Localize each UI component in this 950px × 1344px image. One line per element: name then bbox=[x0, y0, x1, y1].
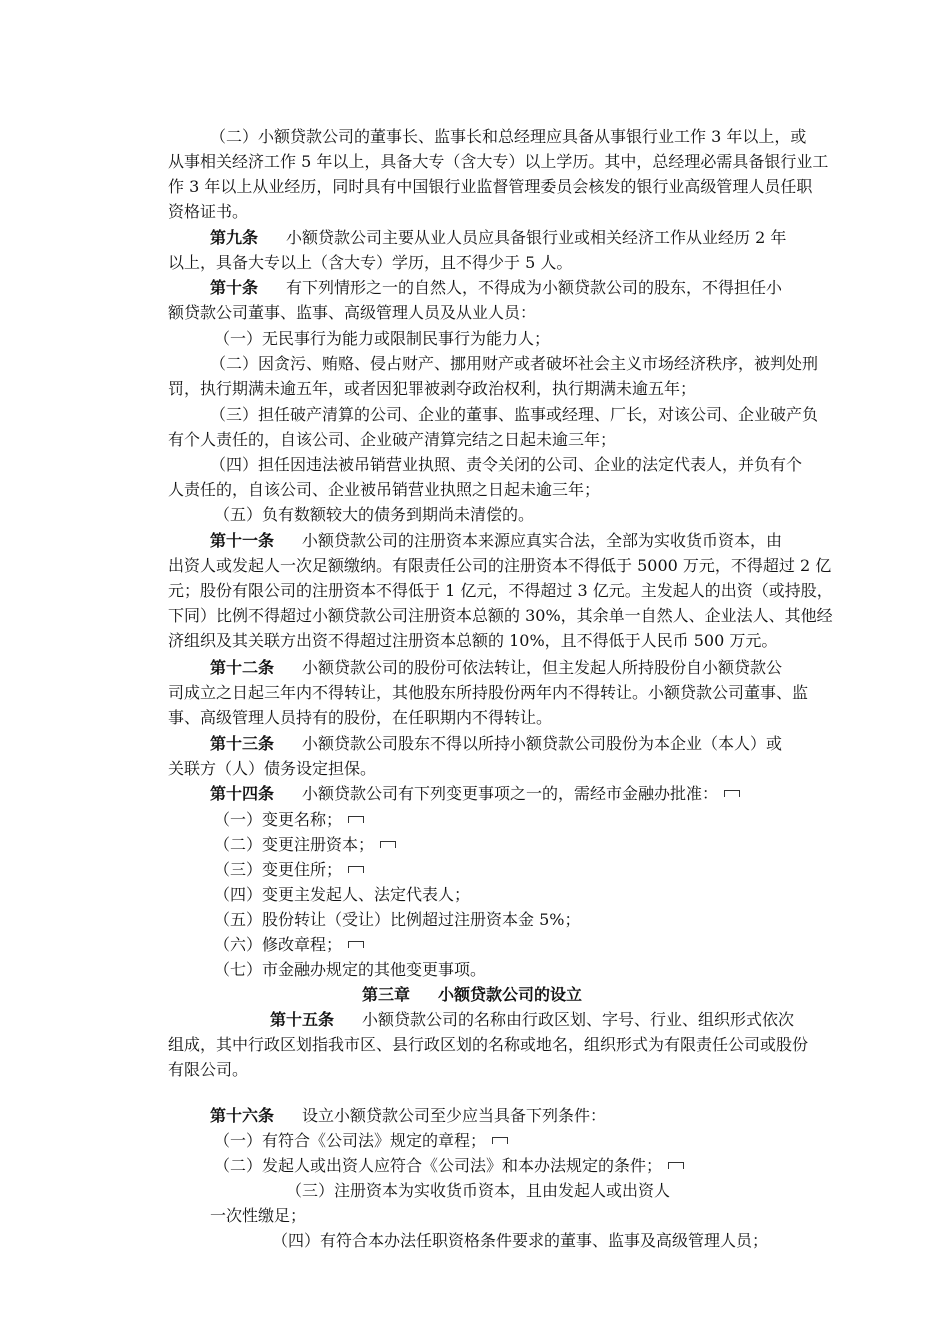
line-text: 罚，执行期满未逾五年，或者因犯罪被剥夺政治权利，执行期满未逾五年； bbox=[168, 379, 697, 398]
article-number: 第十一条 bbox=[210, 531, 275, 550]
paragraph-mark-icon bbox=[348, 866, 364, 873]
text-line bbox=[168, 681, 808, 705]
line-text: 一次性缴足； bbox=[210, 1206, 307, 1225]
article-paragraph-line bbox=[210, 732, 782, 756]
article-paragraph-line bbox=[210, 529, 782, 553]
line-text: 小额贷款公司的设立 bbox=[438, 985, 583, 1004]
paragraph-mark-icon bbox=[492, 1137, 508, 1144]
text-line bbox=[214, 327, 550, 351]
line-text: 小额贷款公司主要从业人员应具备银行业或相关经济工作从业经历 2 年 bbox=[286, 228, 787, 247]
text-line bbox=[168, 579, 833, 603]
line-text: 小额贷款公司的股份可依法转让，但主发起人所持股份自小额贷款公 bbox=[302, 658, 783, 677]
line-text: （四）有符合本办法任职资格条件要求的董事、监事及高级管理人员； bbox=[272, 1231, 769, 1250]
line-text: 关联方（人）债务设定担保。 bbox=[168, 759, 377, 778]
line-text: （三）变更住所； bbox=[214, 860, 343, 879]
text-line bbox=[210, 352, 818, 376]
text-line bbox=[210, 403, 818, 427]
line-text: （三）注册资本为实收货币资本，且由发起人或出资人 bbox=[286, 1181, 671, 1200]
text-line bbox=[168, 377, 696, 401]
line-text: （二）因贪污、贿赂、侵占财产、挪用财产或者破坏社会主义市场经济秩序，被判处刑 bbox=[210, 354, 819, 373]
text-line bbox=[214, 858, 364, 882]
line-text: 元；股份有限公司的注册资本不得低于 1 亿元，不得超过 3 亿元。主发起人的出资（或持股， bbox=[168, 581, 833, 600]
line-text: 济组织及其关联方出资不得超过注册资本总额的 10%，且不得低于人民币 500 万元。 bbox=[168, 631, 778, 650]
line-text: 出资人或发起人一次足额缴纳。有限责任公司的注册资本不得低于 5000 万元，不得超过 2 亿 bbox=[168, 556, 832, 575]
line-text: （二）发起人或出资人应符合《公司法》和本办法规定的条件； bbox=[214, 1156, 663, 1175]
paragraph-mark-icon bbox=[380, 841, 396, 848]
text-line bbox=[168, 706, 552, 730]
line-text: 小额贷款公司的名称由行政区划、字号、行业、组织形式依次 bbox=[362, 1010, 795, 1029]
text-line bbox=[168, 200, 248, 224]
text-line bbox=[214, 958, 486, 982]
line-text: 人责任的，自该公司、企业被吊销营业执照之日起未逾三年； bbox=[168, 480, 601, 499]
text-line bbox=[214, 908, 580, 932]
text-line bbox=[214, 883, 470, 907]
text-line bbox=[214, 933, 364, 957]
line-text: 作 3 年以上从业经历，同时具有中国银行业监督管理委员会核发的银行业高级管理人员任职 bbox=[168, 177, 813, 196]
article-paragraph-line bbox=[210, 276, 782, 300]
line-text: （一）有符合《公司法》规定的章程； bbox=[214, 1131, 487, 1150]
line-text: 小额贷款公司股东不得以所持小额贷款公司股份为本企业（本人）或 bbox=[302, 734, 783, 753]
article-paragraph-line bbox=[210, 1104, 606, 1128]
text-line bbox=[168, 1058, 248, 1082]
article-number: 第十条 bbox=[210, 278, 259, 297]
text-line bbox=[214, 503, 534, 527]
line-text: （四）担任因违法被吊销营业执照、责令关闭的公司、企业的法定代表人，并负有个 bbox=[210, 455, 803, 474]
article-paragraph-line bbox=[210, 226, 786, 250]
line-text: 以上，具备大专以上（含大专）学历，且不得少于 5 人。 bbox=[168, 253, 573, 272]
chapter-number: 第三章 bbox=[362, 985, 411, 1004]
line-text: （五）股份转让（受让）比例超过注册资本金 5%； bbox=[214, 910, 581, 929]
paragraph-mark-icon bbox=[668, 1162, 684, 1169]
text-line bbox=[286, 1179, 670, 1203]
text-line bbox=[210, 125, 806, 149]
line-text: 设立小额贷款公司至少应当具备下列条件： bbox=[302, 1106, 607, 1125]
paragraph-mark-icon bbox=[724, 790, 740, 797]
line-text: （六）修改章程； bbox=[214, 935, 343, 954]
line-text: （二）小额贷款公司的董事长、监事长和总经理应具备从事银行业工作 3 年以上，或 bbox=[210, 127, 807, 146]
article-number: 第九条 bbox=[210, 228, 259, 247]
article-number: 第十六条 bbox=[210, 1106, 275, 1125]
text-line bbox=[168, 301, 536, 325]
line-text: 额贷款公司董事、监事、高级管理人员及从业人员： bbox=[168, 303, 537, 322]
article-number: 第十三条 bbox=[210, 734, 275, 753]
line-text: 从事相关经济工作 5 年以上，具备大专（含大专）以上学历。其中，总经理必需具备银行业工 bbox=[168, 152, 829, 171]
text-line bbox=[214, 1129, 508, 1153]
line-text: 有下列情形之一的自然人，不得成为小额贷款公司的股东，不得担任小 bbox=[286, 278, 783, 297]
text-line bbox=[168, 757, 376, 781]
line-text: 有限公司。 bbox=[168, 1060, 249, 1079]
line-text: 事、高级管理人员持有的股份，在任职期内不得转让。 bbox=[168, 708, 553, 727]
line-text: （七）市金融办规定的其他变更事项。 bbox=[214, 960, 487, 979]
line-text: （三）担任破产清算的公司、企业的董事、监事或经理、厂长，对该公司、企业破产负 bbox=[210, 405, 819, 424]
paragraph-mark-icon bbox=[348, 816, 364, 823]
paragraph-mark-icon bbox=[348, 941, 364, 948]
line-text: 下同）比例不得超过小额贷款公司注册资本总额的 30%，其余单一自然人、企业法人、其他经 bbox=[168, 606, 833, 625]
line-text: （一）无民事行为能力或限制民事行为能力人； bbox=[214, 329, 551, 348]
article-number: 第十二条 bbox=[210, 658, 275, 677]
line-text: （四）变更主发起人、法定代表人； bbox=[214, 885, 471, 904]
text-line bbox=[214, 808, 364, 832]
line-text: 资格证书。 bbox=[168, 202, 249, 221]
line-text: 小额贷款公司有下列变更事项之一的，需经市金融办批准： bbox=[302, 784, 719, 803]
text-line bbox=[168, 428, 616, 452]
text-line bbox=[210, 453, 802, 477]
line-text: （五）负有数额较大的债务到期尚未清偿的。 bbox=[214, 505, 535, 524]
article-paragraph-line bbox=[210, 656, 782, 680]
line-text: （一）变更名称； bbox=[214, 810, 343, 829]
article-paragraph-line bbox=[270, 1008, 794, 1032]
article-paragraph-line bbox=[210, 782, 740, 806]
chapter-heading bbox=[362, 983, 582, 1007]
text-line bbox=[168, 478, 600, 502]
article-number: 第十四条 bbox=[210, 784, 275, 803]
line-text: 小额贷款公司的注册资本来源应真实合法，全部为实收货币资本，由 bbox=[302, 531, 783, 550]
text-line bbox=[214, 833, 396, 857]
line-text: （二）变更注册资本； bbox=[214, 835, 375, 854]
text-line bbox=[168, 251, 572, 275]
line-text: 组成，其中行政区划指我市区、县行政区划的名称或地名，组织形式为有限责任公司或股份 bbox=[168, 1035, 809, 1054]
text-line bbox=[168, 554, 831, 578]
article-number: 第十五条 bbox=[270, 1010, 335, 1029]
text-line bbox=[168, 175, 812, 199]
text-line bbox=[168, 1033, 808, 1057]
text-line bbox=[214, 1154, 684, 1178]
text-line bbox=[210, 1204, 306, 1228]
text-line bbox=[168, 150, 828, 174]
text-line bbox=[272, 1229, 768, 1253]
text-line bbox=[168, 604, 833, 628]
text-line bbox=[168, 629, 777, 653]
line-text: 有个人责任的，自该公司、企业破产清算完结之日起未逾三年； bbox=[168, 430, 617, 449]
line-text: 司成立之日起三年内不得转让，其他股东所持股份两年内不得转让。小额贷款公司董事、监 bbox=[168, 683, 809, 702]
